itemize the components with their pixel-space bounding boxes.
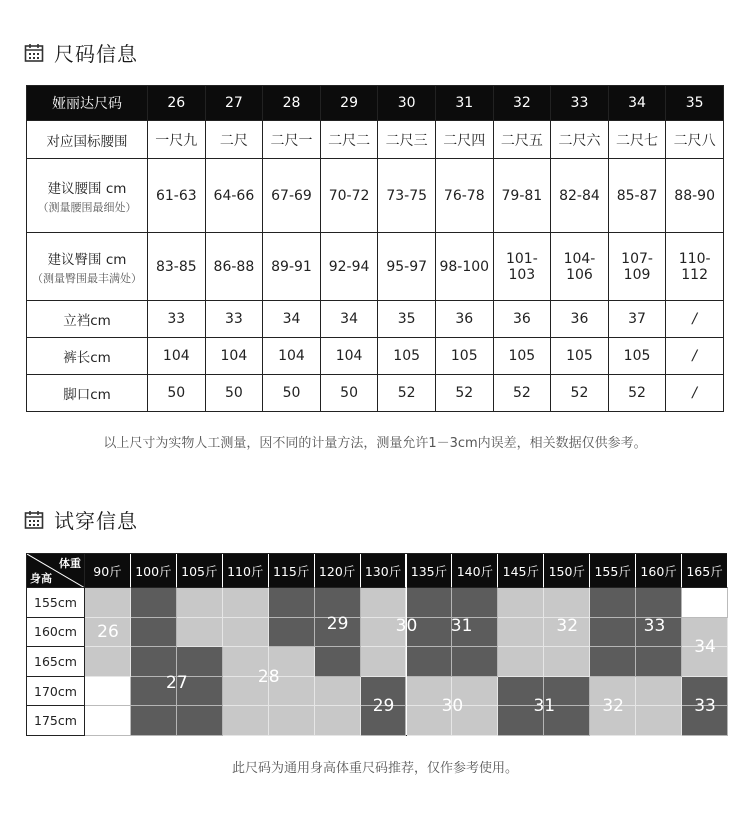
- size-zone-cell: [407, 588, 453, 618]
- row-label: [27, 338, 148, 375]
- row-label-text: 建议臀围 cm: [47, 251, 127, 268]
- row-label-text: 脚口cm: [63, 387, 111, 403]
- size-value-cell: 36: [435, 301, 493, 338]
- size-value-cell: 67-69: [263, 159, 321, 233]
- size-value-cell: /: [666, 338, 724, 375]
- header-cell: 28: [263, 86, 321, 121]
- row-label-note: （测量臀围最丰满处）: [32, 271, 142, 285]
- size-zone-cell: [85, 647, 131, 677]
- size-value-cell: 105: [378, 338, 436, 375]
- size-value-cell: 二尺五: [493, 121, 551, 159]
- row-label-text: 建议腰围 cm: [47, 180, 127, 197]
- size-zone-cell: [177, 618, 223, 648]
- header-cell: 34: [608, 86, 666, 121]
- weight-header: 165斤: [682, 554, 728, 588]
- size-value-cell: 83-85: [148, 233, 206, 301]
- weight-header: 155斤: [590, 554, 636, 588]
- size-value-cell: 104-106: [551, 233, 609, 301]
- calendar-icon: [24, 510, 44, 530]
- size-value-cell: 98-100: [435, 233, 493, 301]
- row-label-text: 立裆cm: [63, 313, 111, 329]
- size-zone-cell: [269, 706, 315, 736]
- size-value-cell: 34: [263, 301, 321, 338]
- size-value-cell: 37: [608, 301, 666, 338]
- size-value-cell: 52: [608, 375, 666, 412]
- size-zone-cell: [131, 706, 177, 736]
- size-zone-cell: [407, 647, 453, 677]
- size-zone-cell: [590, 588, 636, 618]
- size-zone-label: 30: [395, 616, 418, 637]
- size-zone-cell: [590, 618, 636, 648]
- size-table-header: [27, 86, 724, 121]
- size-zone-label: 31: [533, 696, 556, 717]
- header-cell: 27: [205, 86, 263, 121]
- size-zone-cell: [636, 588, 682, 618]
- corner-weight-label: 体重: [59, 557, 81, 570]
- size-info-heading: [24, 38, 138, 67]
- size-zone-cell: [85, 588, 131, 618]
- size-table: [26, 85, 724, 412]
- size-zone-cell: [544, 588, 590, 618]
- size-zone-label: 28: [257, 666, 280, 687]
- size-zone-label: 27: [166, 672, 188, 693]
- size-zone-cell: [177, 588, 223, 618]
- size-value-cell: 76-78: [435, 159, 493, 233]
- size-value-cell: 34: [320, 301, 378, 338]
- height-label: 175cm: [27, 706, 85, 736]
- size-value-cell: 95-97: [378, 233, 436, 301]
- row-label: [27, 121, 148, 159]
- header-cell: 26: [148, 86, 206, 121]
- size-value-cell: 二尺: [205, 121, 263, 159]
- header-cell: 30: [378, 86, 436, 121]
- size-value-cell: 92-94: [320, 233, 378, 301]
- size-value-cell: 33: [148, 301, 206, 338]
- row-label: [27, 301, 148, 338]
- size-value-cell: 52: [435, 375, 493, 412]
- size-value-cell: 79-81: [493, 159, 551, 233]
- size-value-cell: /: [666, 375, 724, 412]
- size-value-cell: 85-87: [608, 159, 666, 233]
- size-value-cell: 61-63: [148, 159, 206, 233]
- header-cell: 35: [666, 86, 724, 121]
- size-value-cell: 二尺三: [378, 121, 436, 159]
- size-value-cell: 二尺八: [666, 121, 724, 159]
- size-zone-cell: [590, 647, 636, 677]
- size-zone-cell: [269, 618, 315, 648]
- size-value-cell: 82-84: [551, 159, 609, 233]
- size-value-cell: 105: [493, 338, 551, 375]
- size-value-cell: 50: [263, 375, 321, 412]
- weight-header: 160斤: [636, 554, 682, 588]
- row-label: [27, 375, 148, 412]
- size-zone-label: 32: [556, 616, 579, 637]
- row-label: [27, 159, 148, 233]
- size-value-cell: 52: [378, 375, 436, 412]
- size-value-cell: 50: [205, 375, 263, 412]
- size-zone-cell: [498, 618, 544, 648]
- size-value-cell: 50: [148, 375, 206, 412]
- size-zone-cell: [682, 588, 728, 618]
- size-value-cell: 107-109: [608, 233, 666, 301]
- size-value-cell: 110-112: [666, 233, 724, 301]
- size-value-cell: 104: [205, 338, 263, 375]
- size-value-cell: 35: [378, 301, 436, 338]
- weight-header: 110斤: [223, 554, 269, 588]
- size-info-title: 尺码信息: [54, 42, 138, 66]
- size-value-cell: 36: [493, 301, 551, 338]
- size-value-cell: 104: [148, 338, 206, 375]
- header-cell: 32: [493, 86, 551, 121]
- size-value-cell: 105: [435, 338, 493, 375]
- tryon-info-title: 试穿信息: [54, 509, 138, 533]
- height-label: 170cm: [27, 677, 85, 707]
- weight-header: 130斤: [361, 554, 407, 588]
- size-zone-cell: [636, 706, 682, 736]
- size-zone-cell: [223, 706, 269, 736]
- size-zone-label: 29: [372, 696, 395, 717]
- header-cell: 31: [435, 86, 493, 121]
- size-zone-label: 26: [97, 622, 119, 643]
- size-table-row: [27, 338, 724, 375]
- tryon-info-heading: [24, 505, 138, 534]
- header-cell: 33: [551, 86, 609, 121]
- size-zone-cell: [544, 647, 590, 677]
- grid-corner: [27, 554, 85, 588]
- size-zone-cell: [223, 588, 269, 618]
- size-value-cell: 64-66: [205, 159, 263, 233]
- size-value-cell: 105: [608, 338, 666, 375]
- size-zone-cell: [498, 647, 544, 677]
- header-cell: 娅丽达尺码: [27, 86, 148, 121]
- size-value-cell: 二尺二: [320, 121, 378, 159]
- size-value-cell: 二尺六: [551, 121, 609, 159]
- header-cell: 29: [320, 86, 378, 121]
- size-zone-label: 29: [326, 613, 349, 634]
- size-value-cell: 52: [493, 375, 551, 412]
- size-zone-cell: [85, 706, 131, 736]
- size-value-cell: 一尺九: [148, 121, 206, 159]
- row-label-text: 裤长cm: [63, 350, 111, 366]
- size-value-cell: 88-90: [666, 159, 724, 233]
- size-value-cell: 52: [551, 375, 609, 412]
- row-label-text: 对应国标腰围: [46, 133, 128, 150]
- size-value-cell: 105: [551, 338, 609, 375]
- size-zone-cell: [315, 647, 361, 677]
- size-value-cell: 89-91: [263, 233, 321, 301]
- size-zone-label: 34: [694, 637, 716, 658]
- size-zone-cell: [177, 706, 223, 736]
- size-value-cell: 70-72: [320, 159, 378, 233]
- size-zone-cell: [315, 706, 361, 736]
- size-zone-cell: [315, 677, 361, 707]
- weight-header: 140斤: [452, 554, 498, 588]
- size-table-row: [27, 159, 724, 233]
- size-value-cell: 86-88: [205, 233, 263, 301]
- size-table-row: [27, 121, 724, 159]
- height-label: 165cm: [27, 647, 85, 677]
- height-label: 155cm: [27, 588, 85, 618]
- height-label: 160cm: [27, 618, 85, 648]
- size-value-cell: 73-75: [378, 159, 436, 233]
- size-zone-cell: [636, 677, 682, 707]
- tryon-grid: [26, 553, 727, 736]
- size-zone-cell: [223, 618, 269, 648]
- size-zone-cell: [269, 588, 315, 618]
- size-zone-cell: [85, 677, 131, 707]
- size-zone-cell: [452, 588, 498, 618]
- size-zone-cell: [636, 647, 682, 677]
- size-zone-cell: [131, 618, 177, 648]
- size-value-cell: 36: [551, 301, 609, 338]
- size-value-cell: /: [666, 301, 724, 338]
- size-zone-cell: [361, 647, 407, 677]
- size-zone-cell: [498, 588, 544, 618]
- size-zone-label: 31: [450, 616, 473, 637]
- calendar-icon: [24, 43, 44, 63]
- corner-height-label: 身高: [30, 572, 52, 585]
- size-zone-cell: [131, 588, 177, 618]
- weight-header: 135斤: [407, 554, 453, 588]
- size-table-row: [27, 233, 724, 301]
- size-zone-label: 33: [643, 616, 666, 637]
- size-value-cell: 二尺一: [263, 121, 321, 159]
- weight-header: 145斤: [498, 554, 544, 588]
- size-table-row: [27, 375, 724, 412]
- weight-header: 120斤: [315, 554, 361, 588]
- weight-header: 90斤: [85, 554, 131, 588]
- size-zone-label: 30: [441, 696, 464, 717]
- size-value-cell: 101-103: [493, 233, 551, 301]
- size-table-row: [27, 301, 724, 338]
- weight-header: 115斤: [269, 554, 315, 588]
- size-value-cell: 50: [320, 375, 378, 412]
- row-label-note: （测量腰围最细处）: [37, 200, 137, 214]
- size-zone-cell: [452, 647, 498, 677]
- size-value-cell: 104: [320, 338, 378, 375]
- size-zone-cell: [361, 588, 407, 618]
- size-value-cell: 二尺四: [435, 121, 493, 159]
- size-note: 以上尺寸为实物人工测量，因不同的计量方法，测量允许1－3cm内误差，相关数据仅供参考。: [103, 436, 647, 451]
- weight-header: 105斤: [177, 554, 223, 588]
- size-value-cell: 33: [205, 301, 263, 338]
- weight-header: 100斤: [131, 554, 177, 588]
- size-zone-label: 33: [694, 696, 716, 717]
- tryon-note: 此尺码为通用身高体重尺码推荐，仅作参考使用。: [231, 761, 518, 776]
- row-label: [27, 233, 148, 301]
- size-value-cell: 二尺七: [608, 121, 666, 159]
- size-value-cell: 104: [263, 338, 321, 375]
- weight-header: 150斤: [544, 554, 590, 588]
- size-zone-label: 32: [602, 696, 624, 717]
